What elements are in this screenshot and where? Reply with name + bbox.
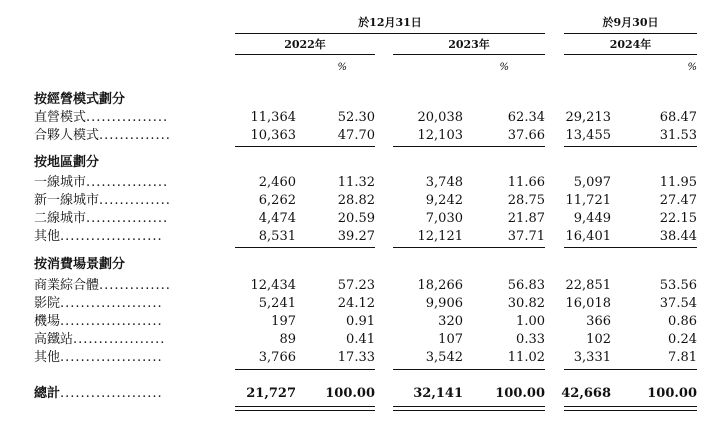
cell-2024-count: 5,097	[573, 175, 611, 190]
cell-2024-count: 29,213	[565, 110, 611, 125]
total-2022-count: 21,727	[246, 386, 296, 401]
cell-2023-pct: 37.66	[507, 128, 545, 143]
total-2024-pct: 100.00	[647, 386, 697, 401]
cell-2024-pct: 27.47	[659, 193, 697, 208]
total-row-label: 總計....................	[34, 386, 163, 401]
total-2022-pct: 100.00	[325, 386, 375, 401]
row-label: 高鐵站..................	[34, 332, 166, 347]
header-year-2022: 2022年	[284, 38, 326, 51]
header-rule-sep30	[564, 33, 697, 34]
cell-2023-pct: 11.02	[507, 350, 545, 365]
cell-2024-pct: 0.24	[668, 332, 697, 347]
cell-2023-pct: 62.34	[507, 110, 545, 125]
cell-2023-pct: 30.82	[507, 296, 545, 311]
cell-2023-count: 20,038	[417, 110, 463, 125]
cell-2022-pct: 52.30	[337, 110, 375, 125]
total-double-rule	[564, 410, 697, 411]
row-label-text: 其他	[34, 229, 61, 244]
cell-2022-pct: 11.32	[337, 175, 375, 190]
subtotal-rule	[564, 247, 697, 248]
cell-2022-count: 5,241	[258, 296, 296, 311]
total-double-rule	[235, 406, 375, 407]
cell-2024-pct: 0.86	[668, 314, 697, 329]
cell-2022-count: 12,434	[250, 278, 296, 293]
cell-2022-pct: 28.82	[337, 193, 375, 208]
cell-2023-pct: 11.66	[507, 175, 545, 190]
cell-2023-count: 320	[438, 314, 463, 329]
pct-label-2023: %	[499, 62, 509, 73]
cell-2023-pct: 1.00	[516, 314, 545, 329]
cell-2022-count: 4,474	[258, 211, 296, 226]
row-label: 新一線城市..............	[34, 193, 171, 208]
total-2023-pct: 100.00	[495, 386, 545, 401]
cell-2023-count: 7,030	[425, 211, 463, 226]
cell-2022-pct: 57.23	[337, 278, 375, 293]
section-title-region: 按地區劃分	[34, 155, 100, 170]
subtotal-rule	[235, 369, 375, 370]
cell-2024-count: 11,721	[565, 193, 611, 208]
cell-2023-count: 12,121	[417, 229, 463, 244]
year-rule-2024	[564, 54, 697, 55]
cell-2024-pct: 11.95	[659, 175, 697, 190]
header-rule-dec31	[235, 33, 545, 34]
total-label-text: 總計	[34, 386, 61, 401]
cell-2023-pct: 0.33	[516, 332, 545, 347]
row-label: 一線城市................	[34, 175, 169, 190]
cell-2023-pct: 21.87	[507, 211, 545, 226]
row-label: 合夥人模式..............	[34, 128, 171, 143]
row-label-text: 其他	[34, 350, 61, 365]
cell-2022-count: 8,531	[258, 229, 296, 244]
row-label: 影院....................	[34, 296, 163, 311]
cell-2022-pct: 47.70	[337, 128, 375, 143]
cell-2022-count: 11,364	[250, 110, 296, 125]
row-label: 其他....................	[34, 229, 163, 244]
total-double-rule	[393, 406, 545, 407]
cell-2024-pct: 53.56	[659, 278, 697, 293]
cell-2022-count: 3,766	[258, 350, 296, 365]
cell-2022-count: 89	[279, 332, 296, 347]
subtotal-rule	[564, 369, 697, 370]
row-label-text: 一線城市	[34, 175, 87, 190]
cell-2024-pct: 37.54	[659, 296, 697, 311]
cell-2024-count: 16,401	[565, 229, 611, 244]
cell-2023-pct: 56.83	[507, 278, 545, 293]
subtotal-rule	[235, 247, 375, 248]
subtotal-rule	[393, 247, 545, 248]
cell-2022-pct: 0.91	[346, 314, 375, 329]
cell-2023-pct: 37.71	[507, 229, 545, 244]
cell-2022-pct: 17.33	[337, 350, 375, 365]
cell-2022-pct: 20.59	[337, 211, 375, 226]
row-label-text: 商業綜合體	[34, 278, 100, 293]
subtotal-rule	[564, 146, 697, 147]
cell-2024-count: 366	[586, 314, 611, 329]
row-label-text: 影院	[34, 296, 61, 311]
total-double-rule	[393, 410, 545, 411]
header-year-2023: 2023年	[448, 38, 490, 51]
subtotal-rule	[235, 146, 375, 147]
section-title-consumption-scenario: 按消費場景劃分	[34, 257, 126, 272]
cell-2022-pct: 39.27	[337, 229, 375, 244]
row-label: 機場....................	[34, 314, 163, 329]
cell-2024-count: 9,449	[573, 211, 611, 226]
cell-2024-pct: 38.44	[659, 229, 697, 244]
section-title-operating-model: 按經營模式劃分	[34, 92, 126, 107]
row-label-text: 新一線城市	[34, 193, 100, 208]
total-double-rule	[235, 410, 375, 411]
cell-2022-count: 197	[271, 314, 296, 329]
cell-2022-count: 6,262	[258, 193, 296, 208]
row-label-text: 高鐵站	[34, 332, 74, 347]
header-as-of-sep-30: 於9月30日	[602, 16, 659, 29]
cell-2023-count: 107	[438, 332, 463, 347]
cell-2023-count: 18,266	[417, 278, 463, 293]
cell-2023-count: 3,748	[425, 175, 463, 190]
cell-2024-pct: 22.15	[659, 211, 697, 226]
cell-2024-count: 13,455	[565, 128, 611, 143]
row-label: 其他....................	[34, 350, 163, 365]
cell-2022-pct: 0.41	[346, 332, 375, 347]
cell-2023-count: 9,242	[425, 193, 463, 208]
cell-2024-count: 16,018	[565, 296, 611, 311]
cell-2024-count: 22,851	[565, 278, 611, 293]
cell-2022-count: 10,363	[250, 128, 296, 143]
total-2024-count: 42,668	[561, 386, 611, 401]
cell-2024-count: 3,331	[573, 350, 611, 365]
cell-2022-count: 2,460	[258, 175, 296, 190]
year-rule-2022	[235, 54, 375, 55]
row-label: 商業綜合體..............	[34, 278, 171, 293]
row-label-text: 機場	[34, 314, 61, 329]
cell-2024-pct: 68.47	[659, 110, 697, 125]
row-label: 二線城市................	[34, 211, 169, 226]
row-label-text: 二線城市	[34, 211, 87, 226]
cell-2024-count: 102	[586, 332, 611, 347]
cell-2022-pct: 24.12	[337, 296, 375, 311]
cell-2023-count: 3,542	[425, 350, 463, 365]
row-label-text: 直營模式	[34, 110, 87, 125]
pct-label-2022: %	[337, 62, 347, 73]
header-as-of-dec-31: 於12月31日	[358, 16, 422, 29]
subtotal-rule	[393, 146, 545, 147]
header-year-2024: 2024年	[609, 38, 652, 51]
row-label: 直營模式................	[34, 110, 169, 125]
pct-label-2024: %	[687, 62, 697, 73]
row-label-text: 合夥人模式	[34, 128, 100, 143]
cell-2024-pct: 31.53	[659, 128, 697, 143]
cell-2023-pct: 28.75	[507, 193, 545, 208]
total-2023-count: 32,141	[413, 386, 463, 401]
cell-2023-count: 9,906	[425, 296, 463, 311]
year-rule-2023	[393, 54, 545, 55]
subtotal-rule	[393, 369, 545, 370]
cell-2023-count: 12,103	[417, 128, 463, 143]
total-double-rule	[564, 406, 697, 407]
cell-2024-pct: 7.81	[668, 350, 697, 365]
